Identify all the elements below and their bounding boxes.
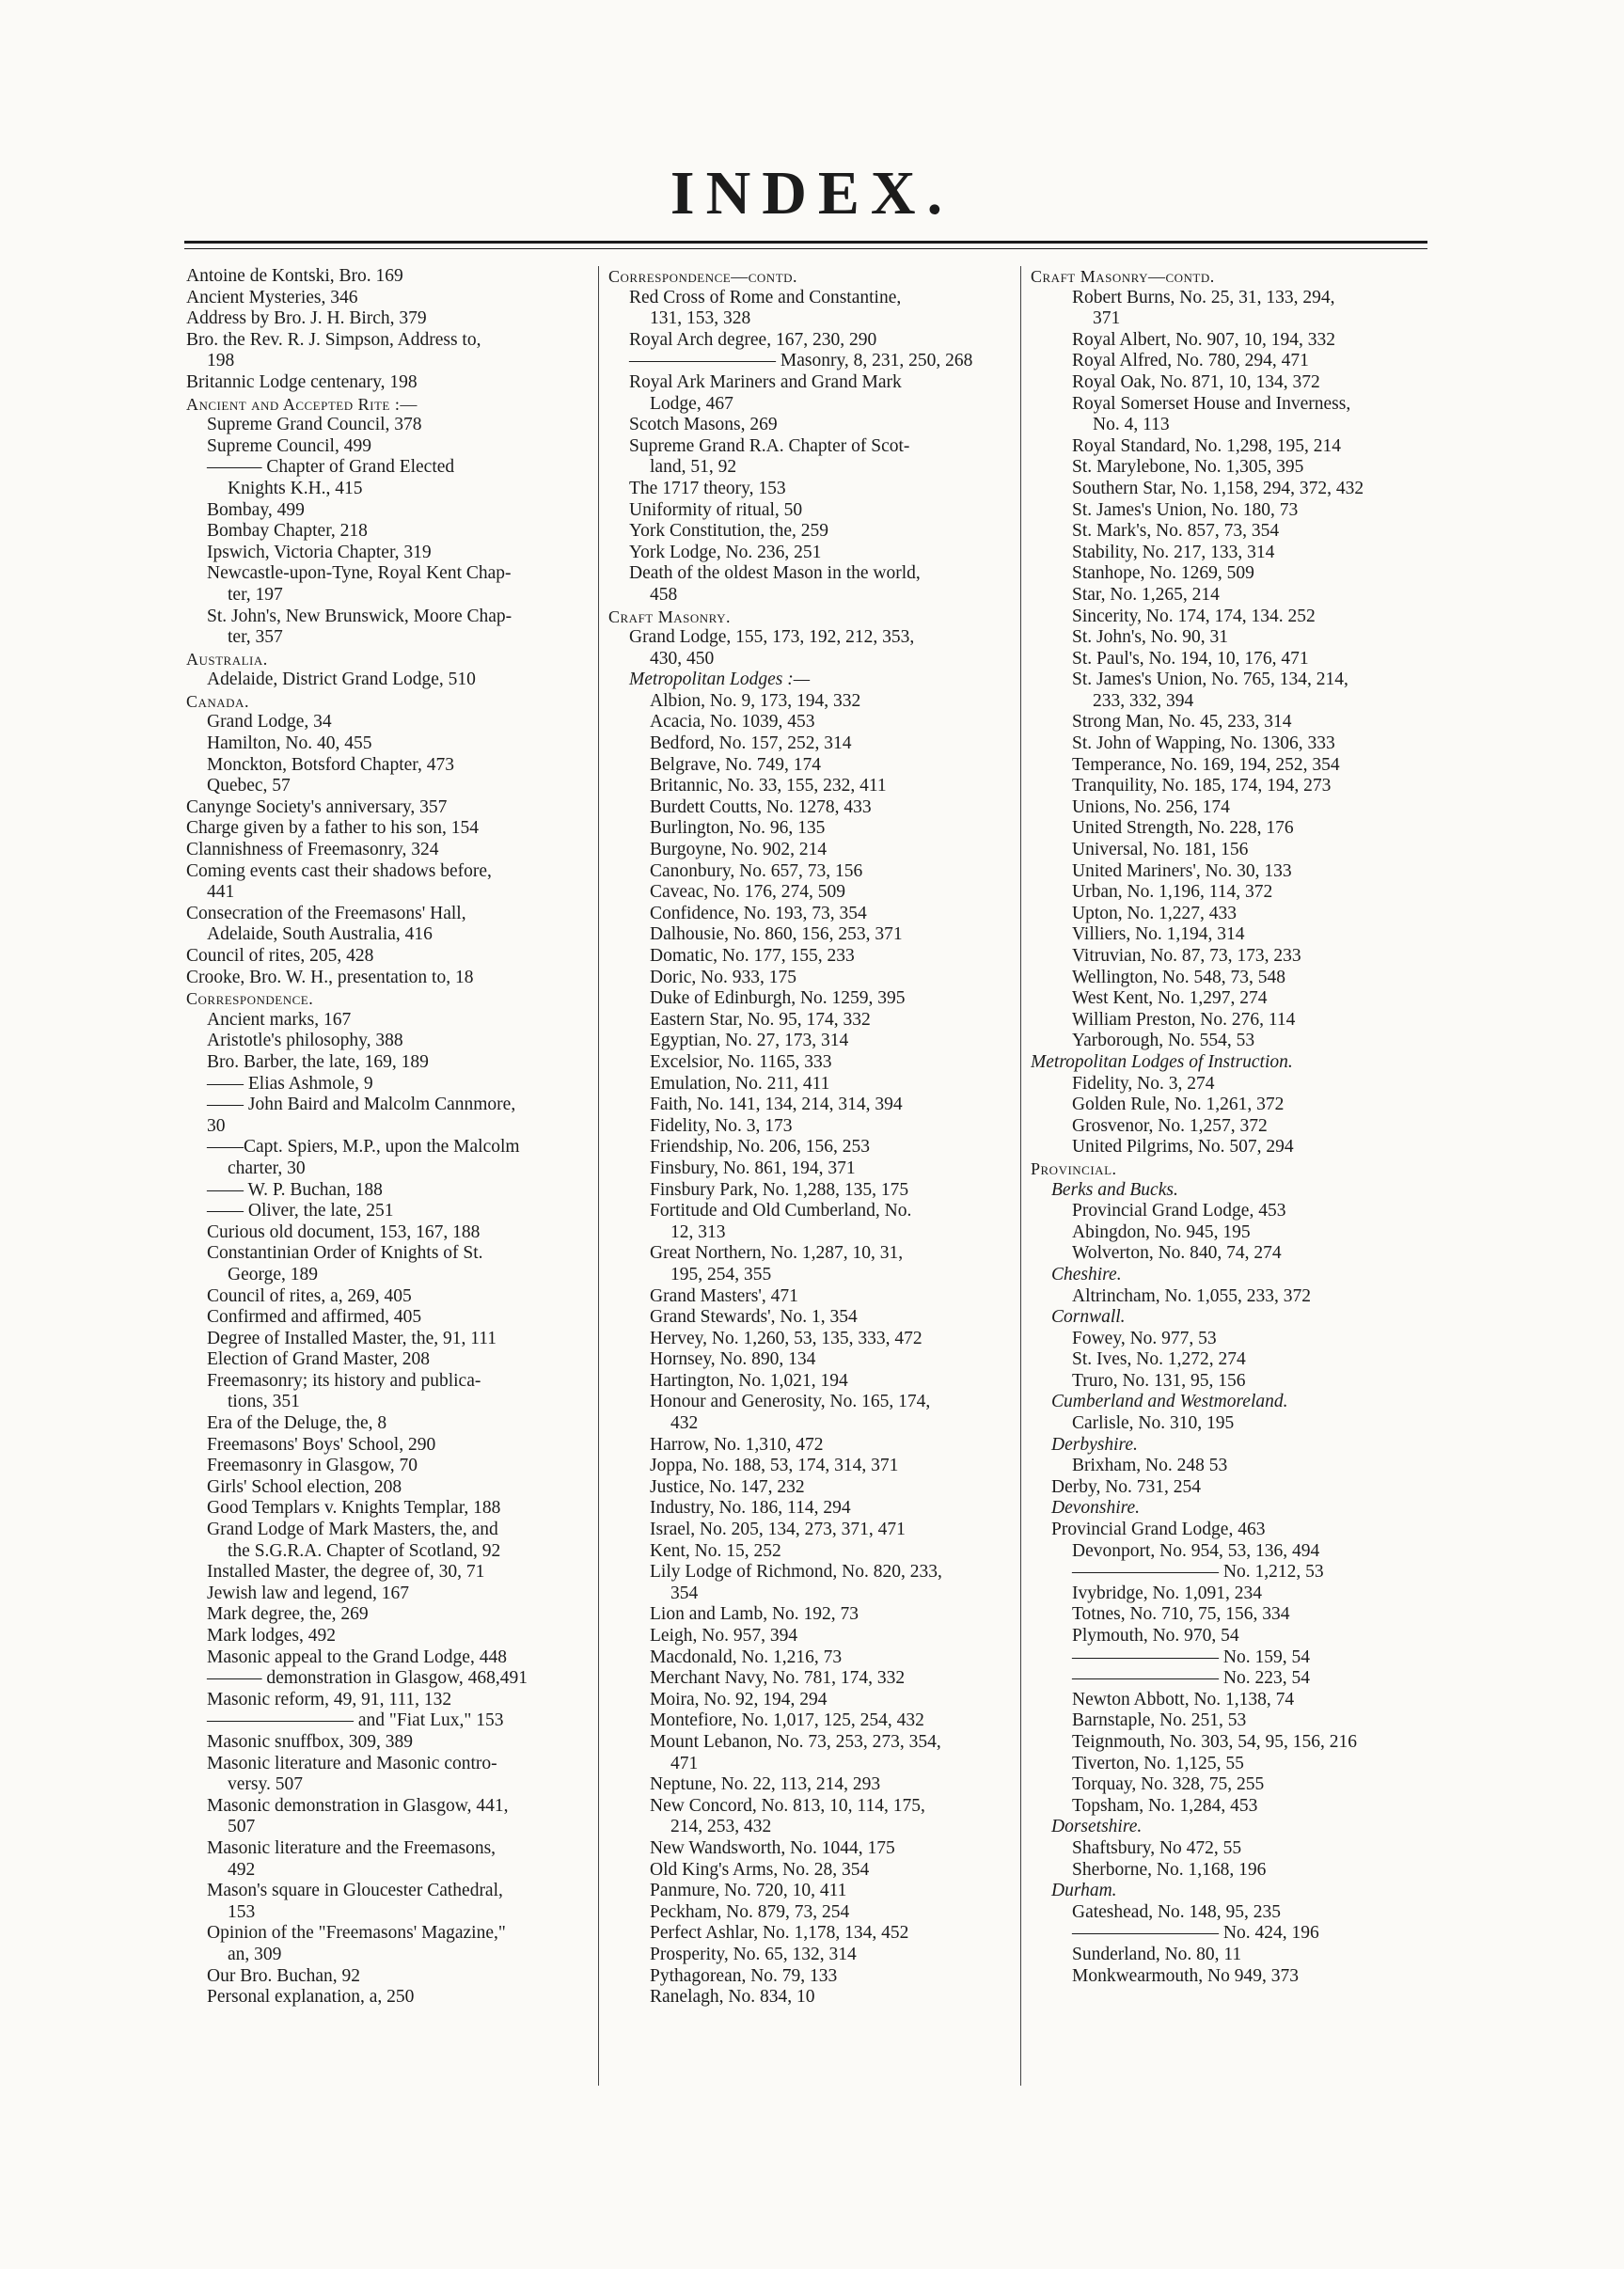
index-entry: Moira, No. 92, 194, 294 [650,1689,828,1710]
index-entry: Grosvenor, No. 1,257, 372 [1072,1115,1268,1136]
index-entry: Wellington, No. 548, 73, 548 [1072,967,1286,987]
index-entry: tions, 351 [228,1392,300,1412]
index-entry: Coming events cast their shadows before, [186,860,492,881]
index-entry: Joppa, No. 188, 53, 174, 314, 371 [650,1456,899,1476]
index-entry: York Lodge, No. 236, 251 [629,542,822,562]
index-entry: 131, 153, 328 [650,308,751,329]
column-divider-2 [1020,266,1021,2086]
index-entry: 492 [228,1859,256,1880]
index-entry: Bedford, No. 157, 252, 314 [650,733,852,754]
index-entry: Crooke, Bro. W. H., presentation to, 18 [186,967,474,987]
index-entry: Election of Grand Master, 208 [207,1349,430,1370]
index-entry: Council of rites, a, 269, 405 [207,1285,412,1306]
index-entry: Finsbury, No. 861, 194, 371 [650,1158,856,1178]
index-entry: Neptune, No. 22, 113, 214, 293 [650,1774,881,1795]
index-entry: Torquay, No. 328, 75, 255 [1072,1774,1265,1795]
index-entry: New Wandsworth, No. 1044, 175 [650,1837,895,1858]
index-entry: Grand Lodge, 155, 173, 192, 212, 353, [629,627,915,648]
index-entry: George, 189 [228,1264,319,1284]
index-entry: land, 51, 92 [650,457,737,478]
index-entry: Brixham, No. 248 53 [1072,1456,1228,1476]
index-section-heading: Berks and Bucks. [1051,1179,1178,1200]
index-entry: Israel, No. 205, 134, 273, 371, 471 [650,1520,906,1540]
index-entry: Tiverton, No. 1,125, 55 [1072,1753,1244,1773]
index-entry: Egyptian, No. 27, 173, 314 [650,1031,849,1051]
index-entry: 471 [670,1753,699,1773]
index-entry: Fidelity, No. 3, 173 [650,1115,793,1136]
index-entry: Britannic Lodge centenary, 198 [186,371,418,392]
index-entry: Peckham, No. 879, 73, 254 [650,1901,850,1922]
index-section-heading: Cheshire. [1051,1264,1122,1284]
index-entry: Era of the Deluge, the, 8 [207,1413,387,1434]
index-entry: Ancient Mysteries, 346 [186,287,358,307]
index-entry: Truro, No. 131, 95, 156 [1072,1370,1246,1391]
index-entry: Provincial Grand Lodge, 463 [1051,1520,1266,1540]
index-entry: Duke of Edinburgh, No. 1259, 395 [650,988,906,1009]
index-entry: Kent, No. 15, 252 [650,1540,781,1561]
index-entry: Consecration of the Freemasons' Hall, [186,903,466,923]
index-entry: Great Northern, No. 1,287, 10, 31, [650,1243,904,1264]
index-entry: Shaftsbury, No 472, 55 [1072,1837,1242,1858]
index-entry: Burgoyne, No. 902, 214 [650,840,828,860]
index-entry: 354 [670,1583,699,1603]
index-entry: Macdonald, No. 1,216, 73 [650,1647,843,1667]
index-entry: 195, 254, 355 [670,1264,772,1284]
index-entry: Teignmouth, No. 303, 54, 95, 156, 216 [1072,1731,1358,1752]
index-entry: Stability, No. 217, 133, 314 [1072,542,1275,562]
index-entry: Grand Masters', 471 [650,1285,798,1306]
index-entry: Friendship, No. 206, 156, 253 [650,1137,870,1158]
index-entry: 430, 450 [650,648,715,669]
index-entry: Royal Somerset House and Inverness, [1072,393,1351,414]
index-entry: Masonic literature and the Freemasons, [207,1837,497,1858]
index-entry: 371 [1093,308,1121,329]
index-entry: Clannishness of Freemasonry, 324 [186,840,439,860]
index-entry: St. John's, No. 90, 31 [1072,627,1229,648]
index-entry: Gateshead, No. 148, 95, 235 [1072,1901,1282,1922]
index-entry: ———————— Masonry, 8, 231, 250, 268 [629,351,973,371]
index-section-heading: Metropolitan Lodges of Instruction. [1031,1051,1293,1072]
index-entry: Supreme Grand Council, 378 [207,415,422,435]
index-entry: ter, 197 [228,584,283,605]
index-entry: Industry, No. 186, 114, 294 [650,1498,851,1519]
index-entry: an, 309 [228,1944,282,1964]
index-section-heading: Ancient and Accepted Rite :— [186,394,418,414]
index-entry: Degree of Installed Master, the, 91, 111 [207,1328,497,1348]
index-entry: Universal, No. 181, 156 [1072,840,1249,860]
index-entry: United Strength, No. 228, 176 [1072,818,1294,839]
index-entry: Strong Man, No. 45, 233, 314 [1072,712,1292,733]
index-entry: Southern Star, No. 1,158, 294, 372, 432 [1072,478,1364,498]
index-entry: Mount Lebanon, No. 73, 253, 273, 354, [650,1731,941,1752]
index-entry: St. Ives, No. 1,272, 274 [1072,1349,1246,1370]
index-entry: Derby, No. 731, 254 [1051,1476,1202,1497]
index-section-heading: Dorsetshire. [1051,1817,1143,1837]
index-entry: Wolverton, No. 840, 74, 274 [1072,1243,1282,1264]
index-entry: Vitruvian, No. 87, 73, 173, 233 [1072,946,1301,966]
index-entry: Council of rites, 205, 428 [186,946,374,966]
index-entry: ——— Chapter of Grand Elected [207,457,455,478]
index-entry: Scotch Masons, 269 [629,415,778,435]
index-entry: ——Capt. Spiers, M.P., upon the Malcolm [207,1137,520,1158]
index-entry: Freemasonry; its history and publica- [207,1370,481,1391]
index-entry: Golden Rule, No. 1,261, 372 [1072,1095,1285,1115]
index-entry: Supreme Grand R.A. Chapter of Scot- [629,435,910,456]
index-entry: Britannic, No. 33, 155, 232, 411 [650,776,887,796]
index-entry: Monkwearmouth, No 949, 373 [1072,1965,1300,1986]
index-entry: Masonic appeal to the Grand Lodge, 448 [207,1647,507,1667]
index-entry: Dalhousie, No. 860, 156, 253, 371 [650,924,903,945]
index-section-heading: Craft Masonry. [608,607,731,626]
index-section-heading: Cornwall. [1051,1307,1126,1328]
index-entry: Yarborough, No. 554, 53 [1072,1031,1255,1051]
index-entry: Doric, No. 933, 175 [650,967,796,987]
index-entry: St. Marylebone, No. 1,305, 395 [1072,457,1304,478]
index-entry: 507 [228,1817,256,1837]
index-entry: No. 4, 113 [1093,415,1170,435]
index-entry: Hornsey, No. 890, 134 [650,1349,816,1370]
index-entry: St. John of Wapping, No. 1306, 333 [1072,733,1335,754]
index-entry: Hartington, No. 1,021, 194 [650,1370,848,1391]
index-entry: Merchant Navy, No. 781, 174, 332 [650,1668,906,1689]
index-column-2 [608,266,1011,2009]
index-entry: Freemasons' Boys' School, 290 [207,1434,436,1455]
index-entry: Unions, No. 256, 174 [1072,796,1230,817]
index-entry: ———————— No. 1,212, 53 [1072,1562,1324,1583]
index-entry: Royal Oak, No. 871, 10, 134, 372 [1072,371,1320,392]
column-divider-1 [598,266,599,2086]
index-entry: Freemasonry in Glasgow, 70 [207,1456,418,1476]
index-entry: 214, 253, 432 [670,1817,772,1837]
index-entry: ter, 357 [228,627,283,648]
title-rule-thin [184,248,1427,249]
index-entry: Panmure, No. 720, 10, 411 [650,1881,847,1901]
index-entry: Ivybridge, No. 1,091, 234 [1072,1583,1263,1603]
index-column-3 [1031,266,1431,1987]
index-section-heading: Canada. [186,691,249,711]
index-entry: Bombay Chapter, 218 [207,521,368,542]
index-section-heading: Correspondence—contd. [608,267,798,286]
index-entry: Finsbury Park, No. 1,288, 135, 175 [650,1179,909,1200]
index-entry: Mark lodges, 492 [207,1626,337,1646]
index-entry: Hamilton, No. 40, 455 [207,733,372,754]
index-entry: Death of the oldest Mason in the world, [629,563,921,584]
index-entry: Royal Arch degree, 167, 230, 290 [629,329,877,350]
index-entry: Fidelity, No. 3, 274 [1072,1073,1215,1094]
index-entry: Montefiore, No. 1,017, 125, 254, 432 [650,1710,924,1731]
index-entry: Temperance, No. 169, 194, 252, 354 [1072,754,1340,775]
index-entry: Urban, No. 1,196, 114, 372 [1072,882,1273,903]
index-entry: Royal Standard, No. 1,298, 195, 214 [1072,435,1341,456]
index-entry: —— John Baird and Malcolm Cannmore, [207,1095,516,1115]
index-entry: Carlisle, No. 310, 195 [1072,1413,1235,1434]
index-entry: New Concord, No. 813, 10, 114, 175, [650,1795,925,1816]
index-entry: Star, No. 1,265, 214 [1072,584,1220,605]
index-entry: Grand Lodge of Mark Masters, the, and [207,1520,498,1540]
index-entry: ——— demonstration in Glasgow, 468,491 [207,1668,528,1689]
index-entry: Perfect Ashlar, No. 1,178, 134, 452 [650,1923,909,1944]
index-entry: Pythagorean, No. 79, 133 [650,1965,838,1986]
index-entry: Grand Lodge, 34 [207,712,332,733]
index-entry: Albion, No. 9, 173, 194, 332 [650,690,861,711]
index-entry: 458 [650,584,678,605]
index-entry: Harrow, No. 1,310, 472 [650,1434,824,1455]
index-entry: 30 [207,1115,226,1136]
index-entry: Barnstaple, No. 251, 53 [1072,1710,1247,1731]
index-entry: Royal Albert, No. 907, 10, 194, 332 [1072,329,1336,350]
index-entry: Sherborne, No. 1,168, 196 [1072,1859,1267,1880]
index-entry: Royal Alfred, No. 780, 294, 471 [1072,351,1309,371]
index-entry: ———————— No. 223, 54 [1072,1668,1310,1689]
index-entry: ———————— No. 159, 54 [1072,1647,1310,1667]
index-entry: Quebec, 57 [207,776,291,796]
index-entry: Monckton, Botsford Chapter, 473 [207,754,454,775]
index-entry: Canonbury, No. 657, 73, 156 [650,860,863,881]
index-section-heading: Craft Masonry—contd. [1031,267,1215,286]
index-entry: the S.G.R.A. Chapter of Scotland, 92 [228,1540,501,1561]
index-entry: Plymouth, No. 970, 54 [1072,1626,1239,1646]
index-entry: Newton Abbott, No. 1,138, 74 [1072,1689,1295,1710]
index-entry: Topsham, No. 1,284, 453 [1072,1795,1258,1816]
index-entry: Supreme Council, 499 [207,435,371,456]
index-entry: Bro. the Rev. R. J. Simpson, Address to, [186,329,481,350]
index-entry: Lily Lodge of Richmond, No. 820, 233, [650,1562,942,1583]
index-entry: Personal explanation, a, 250 [207,1987,415,2008]
index-entry: Adelaide, South Australia, 416 [207,924,433,945]
page-title: INDEX. [670,159,954,228]
index-entry: St. Mark's, No. 857, 73, 354 [1072,521,1280,542]
index-entry: Mark degree, the, 269 [207,1604,369,1625]
index-entry: Aristotle's philosophy, 388 [207,1031,403,1051]
index-entry: St. James's Union, No. 180, 73 [1072,499,1299,520]
index-entry: Altrincham, No. 1,055, 233, 372 [1072,1285,1312,1306]
index-entry: West Kent, No. 1,297, 274 [1072,988,1268,1009]
index-section-heading: Durham. [1051,1881,1117,1901]
index-entry: Charge given by a father to his son, 154 [186,818,480,839]
index-entry: Villiers, No. 1,194, 314 [1072,924,1245,945]
index-entry: Ancient marks, 167 [207,1009,352,1030]
index-entry: Masonic reform, 49, 91, 111, 132 [207,1689,452,1710]
index-entry: St. John's, New Brunswick, Moore Chap- [207,606,512,626]
index-entry: —— W. P. Buchan, 188 [207,1179,383,1200]
index-section-heading: Devonshire. [1051,1498,1141,1519]
index-entry: Fortitude and Old Cumberland, No. [650,1201,912,1221]
index-entry: Opinion of the "Freemasons' Magazine," [207,1923,506,1944]
index-entry: St. James's Union, No. 765, 134, 214, [1072,670,1348,690]
index-entry: Address by Bro. J. H. Birch, 379 [186,308,427,329]
index-entry: 233, 332, 394 [1093,690,1194,711]
index-entry: Ipswich, Victoria Chapter, 319 [207,542,432,562]
index-entry: Lodge, 467 [650,393,733,414]
index-entry: 153 [228,1901,256,1922]
index-entry: Honour and Generosity, No. 165, 174, [650,1392,931,1412]
index-entry: Justice, No. 147, 232 [650,1476,805,1497]
index-section-heading: Derbyshire. [1051,1434,1138,1455]
index-entry: Sincerity, No. 174, 174, 134. 252 [1072,606,1316,626]
index-entry: 198 [207,351,235,371]
index-entry: Emulation, No. 211, 411 [650,1073,830,1094]
index-entry: Mason's square in Gloucester Cathedral, [207,1881,503,1901]
index-entry: —— Elias Ashmole, 9 [207,1073,373,1094]
index-entry: Tranquility, No. 185, 174, 194, 273 [1072,776,1332,796]
index-entry: The 1717 theory, 153 [629,478,786,498]
index-entry: Royal Ark Mariners and Grand Mark [629,371,902,392]
index-entry: 441 [207,882,235,903]
index-section-heading: Metropolitan Lodges :— [629,670,811,690]
index-entry: Masonic literature and Masonic contro- [207,1753,497,1773]
index-entry: Confirmed and affirmed, 405 [207,1307,422,1328]
index-entry: Hervey, No. 1,260, 53, 135, 333, 472 [650,1328,922,1348]
index-entry: Provincial Grand Lodge, 453 [1072,1201,1286,1221]
index-entry: Knights K.H., 415 [228,478,363,498]
index-entry: Curious old document, 153, 167, 188 [207,1221,481,1242]
index-entry: Ranelagh, No. 834, 10 [650,1987,815,2008]
index-section-heading: Correspondence. [186,989,314,1009]
index-entry: Stanhope, No. 1269, 509 [1072,563,1254,584]
index-entry: Bro. Barber, the late, 169, 189 [207,1051,429,1072]
index-entry: Burdett Coutts, No. 1278, 433 [650,796,872,817]
index-entry: William Preston, No. 276, 114 [1072,1009,1296,1030]
index-entry: Belgrave, No. 749, 174 [650,754,821,775]
index-entry: Jewish law and legend, 167 [207,1583,409,1603]
index-entry: Acacia, No. 1039, 453 [650,712,815,733]
index-entry: Old King's Arms, No. 28, 354 [650,1859,870,1880]
index-column-1 [186,266,589,2009]
index-entry: Lion and Lamb, No. 192, 73 [650,1604,859,1625]
index-section-heading: Cumberland and Westmoreland. [1051,1392,1288,1412]
index-entry: Abingdon, No. 945, 195 [1072,1221,1251,1242]
index-entry: Sunderland, No. 80, 11 [1072,1944,1242,1964]
index-entry: versy. 507 [228,1774,303,1795]
index-entry: Canynge Society's anniversary, 357 [186,796,448,817]
index-entry: Antoine de Kontski, Bro. 169 [186,266,403,286]
index-entry: Adelaide, District Grand Lodge, 510 [207,670,476,690]
index-entry: Burlington, No. 96, 135 [650,818,826,839]
index-entry: Installed Master, the degree of, 30, 71 [207,1562,485,1583]
index-entry: Excelsior, No. 1165, 333 [650,1051,832,1072]
index-entry: Devonport, No. 954, 53, 136, 494 [1072,1540,1320,1561]
index-entry: Girls' School election, 208 [207,1476,402,1497]
index-section-heading: Australia. [186,649,268,669]
index-entry: Fowey, No. 977, 53 [1072,1328,1217,1348]
index-entry: Newcastle-upon-Tyne, Royal Kent Chap- [207,563,512,584]
index-entry: Masonic demonstration in Glasgow, 441, [207,1795,509,1816]
index-entry: 12, 313 [670,1221,726,1242]
index-entry: Prosperity, No. 65, 132, 314 [650,1944,857,1964]
index-entry: charter, 30 [228,1158,306,1178]
index-entry: Constantinian Order of Knights of St. [207,1243,483,1264]
index-entry: St. Paul's, No. 194, 10, 176, 471 [1072,648,1309,669]
index-entry: Robert Burns, No. 25, 31, 133, 294, [1072,287,1335,307]
index-entry: Red Cross of Rome and Constantine, [629,287,902,307]
index-entry: Grand Stewards', No. 1, 354 [650,1307,858,1328]
index-entry: Domatic, No. 177, 155, 233 [650,946,855,966]
index-entry: Leigh, No. 957, 394 [650,1626,798,1646]
index-entry: Uniformity of ritual, 50 [629,499,803,520]
index-entry: Faith, No. 141, 134, 214, 314, 394 [650,1095,903,1115]
index-entry: United Pilgrims, No. 507, 294 [1072,1137,1294,1158]
index-entry: 432 [670,1413,699,1434]
index-entry: Upton, No. 1,227, 433 [1072,903,1237,923]
index-entry: York Constitution, the, 259 [629,521,829,542]
index-entry: Eastern Star, No. 95, 174, 332 [650,1009,871,1030]
index-section-heading: Provincial. [1031,1158,1117,1178]
index-entry: Bombay, 499 [207,499,305,520]
index-entry: ———————— and "Fiat Lux," 153 [207,1710,504,1731]
index-entry: Good Templars v. Knights Templar, 188 [207,1498,501,1519]
index-entry: United Mariners', No. 30, 133 [1072,860,1292,881]
index-entry: Confidence, No. 193, 73, 354 [650,903,867,923]
index-entry: —— Oliver, the late, 251 [207,1201,394,1221]
index-entry: Caveac, No. 176, 274, 509 [650,882,845,903]
index-entry: ———————— No. 424, 196 [1072,1923,1319,1944]
index-entry: Totnes, No. 710, 75, 156, 334 [1072,1604,1290,1625]
index-entry: Our Bro. Buchan, 92 [207,1965,361,1986]
title-rule-thick [184,241,1427,244]
index-entry: Masonic snuffbox, 309, 389 [207,1731,414,1752]
